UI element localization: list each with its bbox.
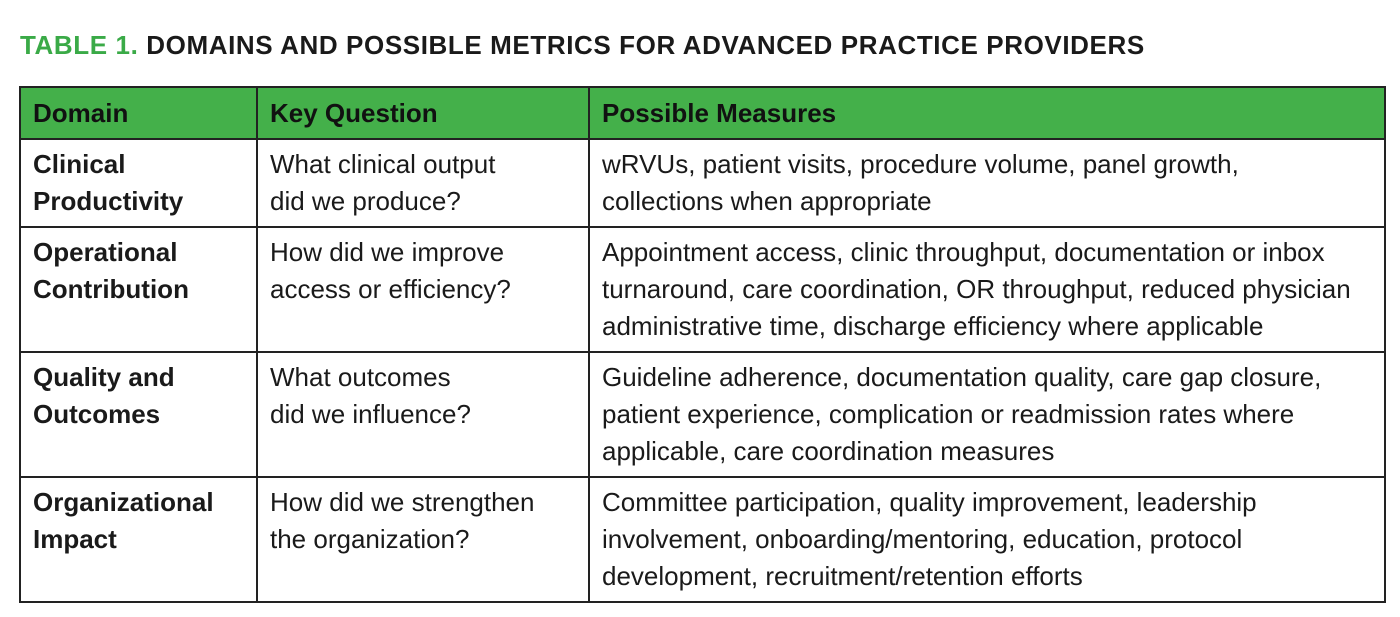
question-cell <box>257 477 589 602</box>
domain-line: Clinical <box>33 149 126 179</box>
question-cell <box>257 139 589 227</box>
question-line: access or efficiency? <box>270 274 511 304</box>
domain-line: Outcomes <box>33 399 161 429</box>
question-line: the organization? <box>270 524 470 554</box>
header-possible-measures: Possible Measures <box>589 87 1385 139</box>
table-row <box>20 477 1385 602</box>
measures-line: collections when appropriate <box>602 186 932 216</box>
domain-line: Operational <box>33 237 178 267</box>
table-number: TABLE 1. <box>20 30 139 60</box>
measures-line: development, recruitment/retention efforts <box>602 561 1083 591</box>
domain-line: Contribution <box>33 274 189 304</box>
page-title <box>20 29 1145 61</box>
question-line: did we influence? <box>270 399 471 429</box>
header-key-question: Key Question <box>257 87 589 139</box>
domain-line: Productivity <box>33 186 184 216</box>
domain-cell <box>20 227 257 352</box>
measures-cell <box>589 352 1385 477</box>
domain-line: Organizational <box>33 487 214 517</box>
domain-cell <box>20 139 257 227</box>
measures-line: Appointment access, clinic throughput, documentation or inbox <box>602 237 1325 267</box>
measures-line: wRVUs, patient visits, procedure volume, panel growth, <box>602 149 1239 179</box>
measures-line: involvement, onboarding/mentoring, education, protocol <box>602 524 1243 554</box>
question-line: How did we improve <box>270 237 505 267</box>
measures-line: administrative time, discharge efficiency where applicable <box>602 311 1264 341</box>
table-header-row <box>20 87 1385 139</box>
measures-line: Guideline adherence, documentation quality, care gap closure, <box>602 362 1322 392</box>
measures-cell <box>589 139 1385 227</box>
question-cell <box>257 227 589 352</box>
domain-line: Impact <box>33 524 117 554</box>
measures-line: Committee participation, quality improvement, leadership <box>602 487 1257 517</box>
measures-cell <box>589 227 1385 352</box>
measures-cell <box>589 477 1385 602</box>
table-row <box>20 227 1385 352</box>
question-line: What clinical output <box>270 149 496 179</box>
domain-cell <box>20 477 257 602</box>
question-line: What outcomes <box>270 362 451 392</box>
question-cell <box>257 352 589 477</box>
domain-line: Quality and <box>33 362 175 392</box>
question-line: did we produce? <box>270 186 461 216</box>
table-row <box>20 352 1385 477</box>
measures-line: turnaround, care coordination, OR throughput, reduced physician <box>602 274 1351 304</box>
question-line: How did we strengthen <box>270 487 535 517</box>
table-row <box>20 139 1385 227</box>
table-title: DOMAINS AND POSSIBLE METRICS FOR ADVANCED PRACTICE PROVIDERS <box>146 30 1145 60</box>
measures-line: patient experience, complication or readmission rates where <box>602 399 1295 429</box>
domain-cell <box>20 352 257 477</box>
metrics-table <box>19 86 1386 603</box>
header-domain: Domain <box>20 87 257 139</box>
measures-line: applicable, care coordination measures <box>602 436 1055 466</box>
